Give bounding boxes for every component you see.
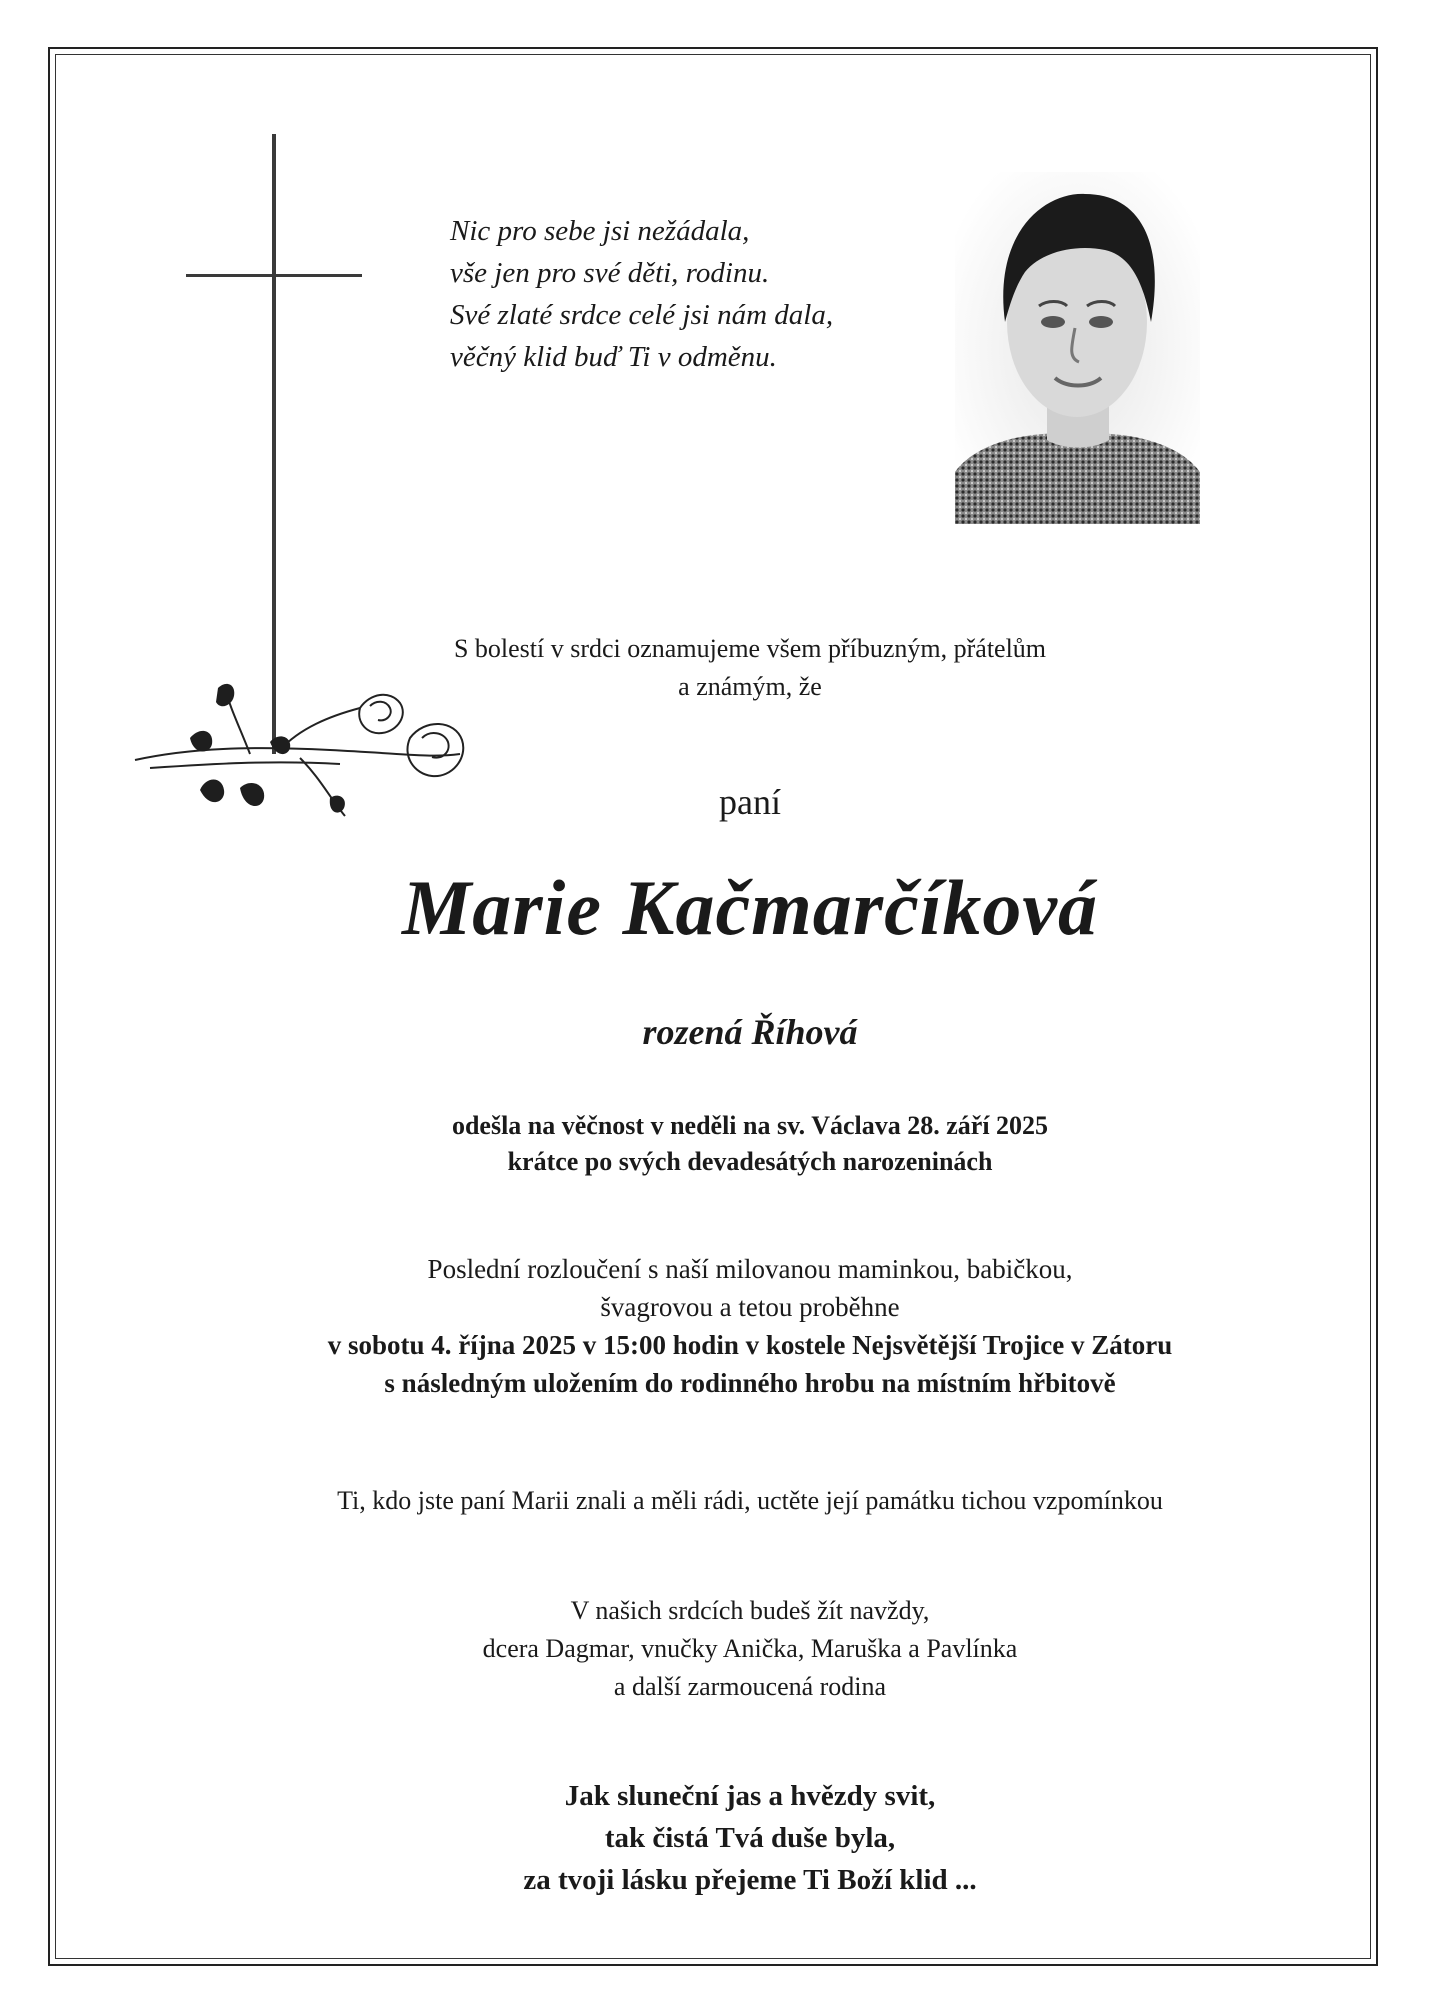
poem-line: věčný klid buď Ti v odměnu. [450,341,777,373]
farewell-details [160,1250,1340,1402]
cross-bar [186,274,362,277]
family-line: dcera Dagmar, vnučky Anička, Maruška a Pavlínka [482,1634,1018,1663]
intro-text [160,630,1340,706]
salutation-text: paní [719,782,781,822]
family-line: a další zarmoucená rodina [613,1672,887,1701]
salutation [160,780,1340,824]
farewell-line-bold: s následným uložením do rodinného hrobu na místním hřbitově [384,1368,1116,1398]
maiden-name [160,1010,1340,1054]
farewell-line-bold: v sobotu 4. října 2025 v 15:00 hodin v kostele Nejsvětější Trojice v Zátoru [327,1330,1173,1360]
death-line: odešla na věčnost v neděli na sv. Václava 28. září 2025 [451,1111,1049,1140]
opening-poem [450,210,920,378]
intro-line: a známým, že [678,672,822,701]
farewell-line: švagrovou a tetou proběhne [600,1292,900,1322]
tribute-line: Ti, kdo jste paní Marii znali a měli rádi, uctěte její památku tichou vzpomínkou [337,1486,1163,1515]
death-notice [160,1108,1340,1180]
poem-line: Nic pro sebe jsi nežádala, [450,215,750,247]
closing-poem [160,1775,1340,1901]
family-signature [160,1592,1340,1706]
poem-line: Své zlaté srdce celé jsi nám dala, [450,299,834,331]
portrait-photo [955,172,1200,524]
poem-line: vše jen pro své děti, rodinu. [450,257,770,289]
poem-line: za tvoji lásku přejeme Ti Boží klid ... [523,1864,977,1896]
poem-line: tak čistá Tvá duše byla, [604,1822,896,1854]
name-text: Marie Kačmarčíková [401,864,1099,951]
tribute-text [160,1482,1340,1520]
death-line: krátce po svých devadesátých narozeninách [507,1147,993,1176]
farewell-line: Poslední rozloučení s naší milovanou maminkou, babičkou, [427,1254,1073,1284]
deceased-name [160,860,1340,956]
family-line: V našich srdcích budeš žít navždy, [570,1596,930,1625]
intro-line: S bolestí v srdci oznamujeme všem příbuzným, přátelům [453,634,1047,663]
maiden-name-text: rozená Říhová [642,1012,858,1052]
poem-line: Jak sluneční jas a hvězdy svit, [564,1780,936,1812]
